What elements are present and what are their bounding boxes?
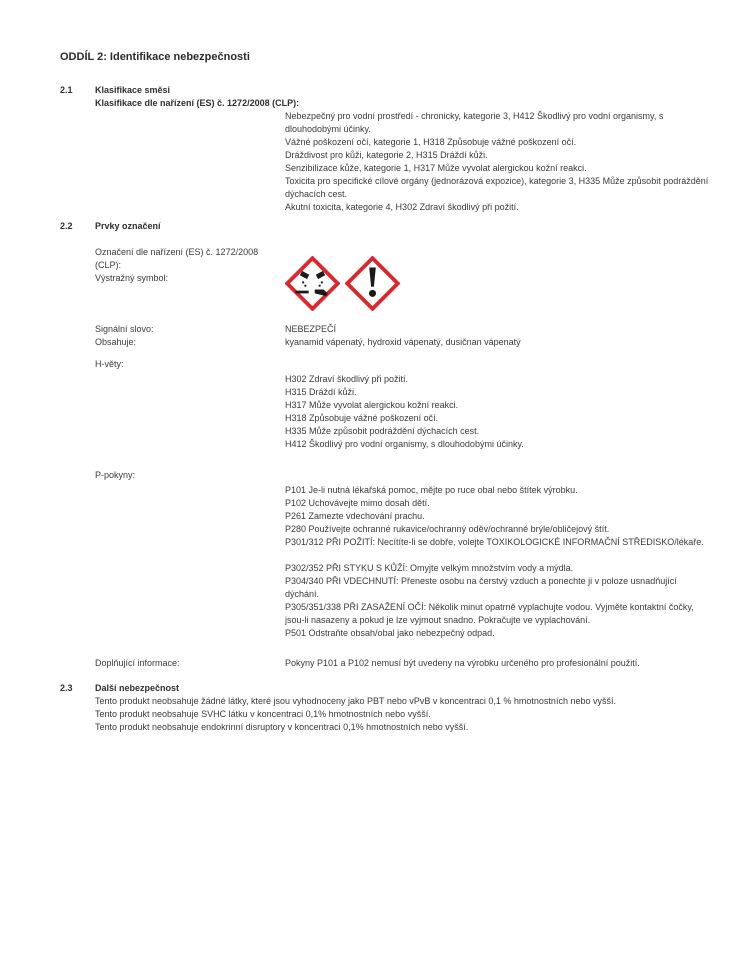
warning-symbol-label: Výstražný symbol:	[95, 273, 169, 283]
classification-item: Toxicita pro specifické cílové orgány (jednorázová expozice), kategorie 3, H335 Může způsobit podráždění dýchacích cest.	[285, 176, 709, 199]
additional-info-label: Doplňující informace:	[95, 658, 180, 668]
section-2-3-number: 2.3	[60, 683, 73, 693]
p-statements-label: P-pokyny:	[95, 470, 136, 480]
section-header: ODDÍL 2: Identifikace nebezpečnosti	[60, 51, 250, 63]
clp-designation-label: Označení dle nařízení (ES) č. 1272/2008 (CLP):	[95, 247, 259, 270]
classification-item: Dráždivost pro kůži, kategorie 2, H315 Dráždí kůži.	[285, 150, 488, 160]
h-statement-item: H302 Zdraví škodlivý při požití.	[285, 374, 409, 384]
classification-item: Vážné poškození očí, kategorie 1, H318 Způsobuje vážné poškození očí.	[285, 137, 577, 147]
contains-label: Obsahuje:	[95, 337, 137, 347]
p-statements-list-2	[285, 562, 710, 640]
p-statement-item: P280 Používejte ochranné rukavice/ochranný oděv/ochranné brýle/obličejový štít.	[285, 524, 610, 534]
section-2-2-number: 2.2	[60, 221, 73, 231]
classification-item: Senzibilizace kůže, kategorie 1, H317 Může vyvolat alergickou kožní reakci.	[285, 163, 587, 173]
h-statement-item: H335 Může způsobit podráždění dýchacích cest.	[285, 426, 480, 436]
classification-item: Akutní toxicita, kategorie 4, H302 Zdraví škodlivý při požití.	[285, 202, 519, 212]
signal-word-label: Signální slovo:	[95, 324, 154, 334]
p-statement-item: P261 Zamezte vdechování prachu.	[285, 511, 425, 521]
clp-classification-label: Klasifikace dle nařízení (ES) č. 1272/2008 (CLP):	[95, 98, 300, 108]
section-2-2-title: Prvky označení	[95, 221, 161, 231]
ghs05-corrosion-icon	[285, 256, 340, 311]
h-statements-list	[285, 373, 710, 451]
classification-item: Nebezpečný pro vodní prostředí - chronicky, kategorie 3, H412 Škodlivý pro vodní organismy, s dlouhodobými účinky.	[285, 111, 664, 134]
p-statement-item: P302/352 PŘI STYKU S KŮŽÍ: Omyjte velkým množstvím vody a mýdla.	[285, 563, 574, 573]
section-2-1-title: Klasifikace směsi	[95, 85, 171, 95]
p-statement-item: P102 Uchovávejte mimo dosah dětí.	[285, 498, 430, 508]
h-statement-item: H412 Škodlivý pro vodní organismy, s dlouhodobými účinky.	[285, 439, 524, 449]
p-statement-item: P501 Odstraňte obsah/obal jako nebezpečný odpad.	[285, 628, 495, 638]
section-2-1-heading-block	[95, 84, 299, 110]
section-2-2	[60, 220, 710, 233]
p-statement-item: P101 Je-li nutná lékařská pomoc, mějte po ruce obal nebo štítek výrobku.	[285, 485, 578, 495]
additional-info-row	[60, 657, 710, 670]
section-2-1	[60, 84, 710, 110]
other-hazards-item: Tento produkt neobsahuje SVHC látku v koncentraci 0,1% hmotnostních nebo vyšší.	[95, 709, 431, 719]
other-hazards-item: Tento produkt neobsahuje endokrinní disruptory v koncentraci 0,1% hmotnostních nebo vyšší.	[95, 722, 469, 732]
section-2-3-title: Další nebezpečnost	[95, 683, 180, 693]
h-statement-item: H317 Může vyvolat alergickou kožní reakci.	[285, 400, 459, 410]
contains-value: kyanamid vápenatý, hydroxid vápenatý, dusičnan vápenatý	[285, 337, 521, 347]
p-statement-item: P304/340 PŘI VDECHNUTÍ: Přeneste osobu na čerstvý vzduch a ponechte ji v poloze usnadňující dýchání.	[285, 576, 677, 599]
labelling-block	[60, 246, 710, 311]
labelling-labels	[95, 246, 285, 285]
additional-info-value: Pokyny P101 a P102 nemusí být uvedeny na výrobku určeného pro profesionální použití.	[285, 658, 640, 668]
other-hazards-item: Tento produkt neobsahuje žádné látky, které jsou vyhodnoceny jako PBT nebo vPvB v koncentraci 0,1 % hmotnostních nebo vyšší.	[95, 696, 616, 706]
pictogram-group	[285, 256, 400, 311]
p-statement-item: P305/351/338 PŘI ZASAŽENÍ OČÍ: Několik minut opatrně vyplachujte vodou. Vyjměte kontaktní čočky, jsou-li nasazeny a pokud je lze vyjmout snadno. Pokračujte ve vyplachování.	[285, 602, 694, 625]
h-statements-label: H-věty:	[95, 359, 124, 369]
p-statement-item: P301/312 PŘI POŽITÍ: Necítíte-li se dobře, volejte TOXIKOLOGICKÉ INFORMAČNÍ STŘEDISKO/lékaře.	[285, 537, 704, 547]
h-statement-item: H318 Způsobuje vážné poškození očí.	[285, 413, 439, 423]
section-2-1-number: 2.1	[60, 85, 73, 95]
section-2-3	[60, 682, 710, 695]
p-statements-list-1	[285, 484, 710, 549]
contains-row	[60, 336, 710, 349]
signal-word-row	[60, 323, 710, 336]
classification-list	[285, 110, 710, 214]
other-hazards-list	[95, 695, 710, 734]
h-statement-item: H315 Dráždí kůži.	[285, 387, 357, 397]
ghs07-exclamation-icon	[345, 256, 400, 311]
signal-word-value: NEBEZPEČÍ	[285, 324, 337, 334]
